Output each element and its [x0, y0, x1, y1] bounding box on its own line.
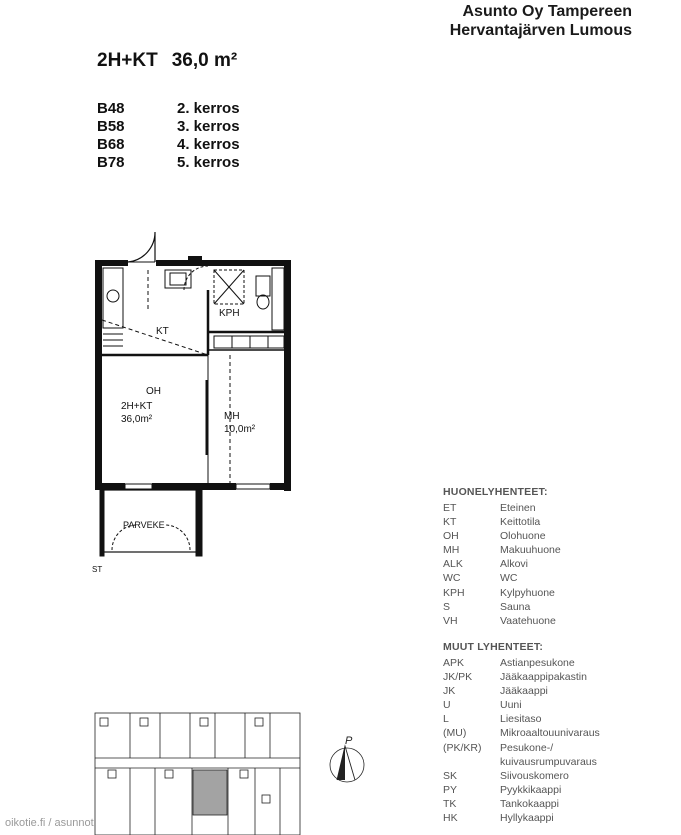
legend-item: [443, 670, 620, 684]
legend-item: [443, 656, 620, 670]
legend-abbr: HK: [443, 812, 458, 825]
legend-other: [443, 641, 620, 825]
room-label-kph: KPH: [219, 308, 240, 319]
window: [125, 484, 152, 489]
legend-abbr: JK/PK: [443, 671, 473, 684]
legend-abbr: SK: [443, 769, 458, 782]
outer-walls: [95, 256, 291, 491]
legend-item: [443, 571, 620, 585]
legend-text: Hyllykaappi: [500, 812, 554, 825]
room-label-mh-area: 10,0m²: [224, 424, 256, 435]
window: [236, 484, 270, 489]
room-label-oh-area: 36,0m²: [121, 414, 153, 425]
room-label-oh: OH: [146, 386, 161, 397]
legend-abbr: OH: [443, 530, 459, 543]
highlighted-apartment: [193, 770, 227, 815]
legend-abbr: (PK/KR): [443, 741, 482, 754]
legend-abbr: ALK: [443, 558, 463, 571]
unit-floor: 4. kerros: [177, 136, 240, 153]
legend-rooms: [443, 486, 620, 628]
legend-text: WC: [500, 572, 518, 585]
legend-text: kuivausrumpuvaraus: [500, 755, 597, 768]
legend-item: [443, 543, 620, 557]
unit-code: B78: [97, 154, 125, 171]
unit-code: B48: [97, 100, 125, 117]
room-label-oh-type: 2H+KT: [121, 401, 153, 412]
legend-abbr: PY: [443, 783, 458, 796]
legend-item: [443, 726, 620, 740]
legend-item: [443, 811, 620, 825]
apartment-area: 36,0 m²: [171, 50, 238, 71]
legend-item: [443, 614, 620, 628]
legend-abbr: KT: [443, 516, 457, 529]
legend-item: [443, 698, 620, 712]
legend-text: Keittotila: [500, 516, 541, 529]
legend-abbr: MH: [443, 544, 460, 557]
north-label: P: [345, 735, 353, 747]
legend-rooms-title: HUONELYHENTEET:: [443, 486, 548, 498]
legend-text: Sauna: [500, 600, 531, 613]
unit-floor: 5. kerros: [177, 154, 240, 171]
legend-abbr: ET: [443, 502, 457, 514]
legend-text: Liesitaso: [500, 713, 542, 726]
legend-text: Jääkaappipakastin: [500, 671, 587, 684]
unit-floor: 2. kerros: [177, 100, 240, 117]
legend-text: Makuuhuone: [500, 544, 561, 557]
legend-abbr: U: [443, 699, 451, 712]
legend-item: [443, 515, 620, 529]
legend-text: Astianpesukone: [500, 657, 575, 669]
legend-item: [443, 600, 620, 614]
watermark: oikotie.fi / asunnot: [5, 817, 94, 829]
legend-abbr: L: [443, 713, 449, 726]
legend-abbr: S: [443, 600, 451, 613]
legend-abbr: JK: [443, 685, 456, 698]
legend-item: [443, 797, 620, 811]
legend-text: Kylpyhuone: [500, 586, 555, 599]
entry-door-swing: [128, 232, 155, 262]
legend-text: Eteinen: [500, 502, 536, 514]
legend-abbr: VH: [443, 614, 458, 627]
unit-code: B58: [97, 118, 125, 135]
legend-text: Jääkaappi: [500, 685, 548, 698]
north-arrow-icon: [330, 735, 364, 782]
legend-abbr: KPH: [443, 586, 465, 599]
company-line-1: Asunto Oy Tampereen: [462, 3, 632, 20]
legend-item: [443, 557, 620, 571]
legend-item: [443, 769, 620, 783]
legend-text: Mikroaaltouunivaraus: [500, 727, 600, 740]
legend-item: [443, 501, 620, 515]
legend-item: [443, 529, 620, 543]
legend-text: Uuni: [500, 699, 522, 712]
legend-text: Alkovi: [500, 558, 529, 571]
legend-text: Tankokaappi: [500, 797, 559, 810]
company-line-2: Hervantajärven Lumous: [449, 22, 632, 39]
legend-text: Olohuone: [500, 530, 546, 543]
apartment-type: 2H+KT: [97, 50, 158, 71]
unit-code: B68: [97, 136, 125, 153]
legend-text: Vaatehuone: [500, 614, 556, 627]
legend-item: [443, 755, 620, 769]
legend-other-title: MUUT LYHENTEET:: [443, 641, 544, 653]
legend-item: [443, 586, 620, 600]
room-label-mh: MH: [224, 411, 240, 422]
legend-abbr: APK: [443, 657, 465, 669]
legend-abbr: WC: [443, 572, 461, 585]
legend-abbr: [443, 755, 500, 769]
legend-item: [443, 783, 620, 797]
label-st: ST: [92, 565, 103, 574]
legend-abbr: TK: [443, 797, 457, 810]
legend-item: [443, 684, 620, 698]
legend-item: [443, 741, 620, 755]
legend-item: [443, 712, 620, 726]
room-label-parveke: PARVEKE: [123, 520, 165, 530]
legend-abbr: (MU): [443, 727, 467, 740]
legend-text: Pyykkikaappi: [500, 783, 562, 796]
legend-text: Pesukone-/: [500, 741, 554, 754]
room-label-kt: KT: [156, 326, 169, 337]
unit-floor: 3. kerros: [177, 118, 240, 135]
legend-text: Siivouskomero: [500, 769, 569, 782]
